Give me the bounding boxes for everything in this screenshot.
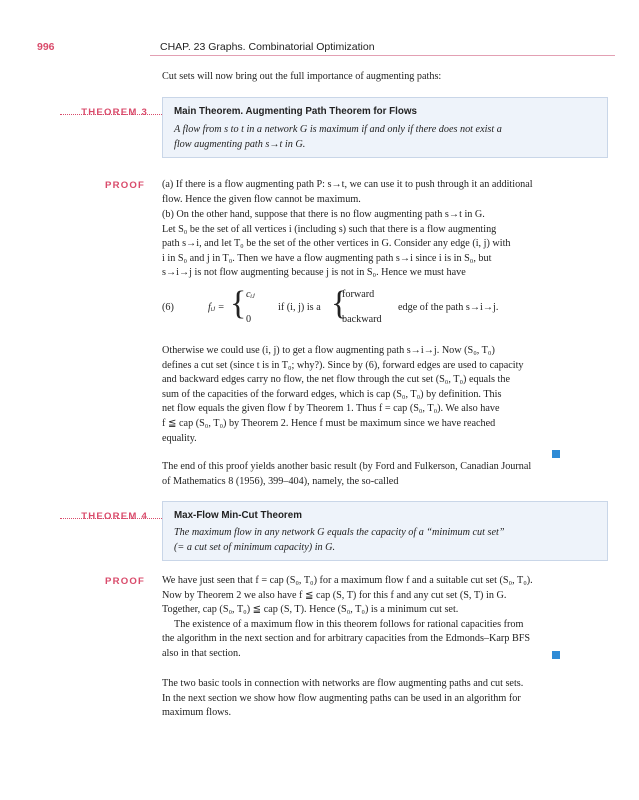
equation-lhs: fᵢⱼ =: [208, 302, 225, 313]
intro-text: Cut sets will now bring out the full importance of augmenting paths:: [162, 71, 442, 82]
text-line: path s→i, and let T₀ be the set of the other vertices in G. Consider any edge (i, j) with: [162, 238, 511, 250]
case-top: cᵢⱼ: [246, 289, 255, 300]
mid-paragraph: [162, 460, 608, 489]
end-of-proof-mark: [552, 651, 560, 659]
closing-paragraph: [162, 677, 608, 721]
proof1-para-b: [162, 208, 608, 281]
text-line: Otherwise we could use (i, j) to get a flow augmenting path s→i→j. Now (S₀, T₀): [162, 345, 495, 356]
text-line: Let S₀ be the set of all vertices i (including s) such that there is a flow augmenting: [162, 223, 497, 235]
text-line: net flow equals the given flow f by Theorem 1. Thus f = cap (S₀, T₀). We also have: [162, 403, 500, 415]
proof2-text: [162, 574, 608, 662]
left-brace: {: [230, 285, 247, 322]
text-line: equality.: [162, 432, 197, 444]
text-line: maximum flows.: [162, 707, 232, 719]
running-title: CHAP. 23 Graphs. Combinatorial Optimization: [160, 41, 375, 53]
equation-number: (6): [162, 302, 174, 313]
header-rule: [150, 55, 615, 56]
text-line: s→i→j is not flow augmenting because j is not in S₀. Hence we must have: [162, 267, 466, 279]
theorem4-box: [162, 501, 608, 561]
page-number: 996: [37, 41, 55, 53]
text-line: The end of this proof yields another basic result (by Ford and Fulkerson, Canadian Journal: [162, 461, 532, 472]
text-line: Together, cap (S₀, T₀) ≦ cap (S, T). Hence (S₀, T₀) is a minimum cut set.: [162, 604, 459, 616]
theorem3-line2: flow augmenting path s→t in G.: [174, 139, 306, 150]
word-backward: backward: [342, 314, 382, 325]
text-line: sum of the capacities of the forward edges, which is cap (S₀, T₀) by definition. This: [162, 388, 502, 400]
text-line: the algorithm in the next section and for arbitrary capacities from the Edmonds–Karp BFS: [162, 633, 531, 645]
text-line: The existence of a maximum flow in this theorem follows for rational capacities from: [174, 618, 524, 630]
proof1-para-a: [162, 178, 608, 207]
right-brace: {: [331, 285, 348, 322]
theorem4-label: THEOREM 4: [81, 511, 148, 522]
proof2-label: PROOF: [105, 576, 146, 587]
proof1-para-c: [162, 344, 608, 446]
theorem4-line2: (= a cut set of minimum capacity) in G.: [174, 542, 336, 553]
theorem4-title: Max-Flow Min-Cut Theorem: [174, 510, 302, 521]
theorem3-label: THEOREM 3: [81, 107, 148, 118]
text-line: i in S₀ and j in T₀. Then we have a flow augmenting path s→i since i is in S₀, but: [162, 252, 492, 264]
theorem4-line1: The maximum flow in any network G equals the capacity of a “minimum cut set”: [174, 527, 505, 538]
case-bottom: 0: [246, 314, 252, 325]
text-line: Now by Theorem 2 we also have f ≦ cap (S, T) for this f and any cut set (S, T) in G.: [162, 589, 507, 601]
word-forward: forward: [342, 289, 375, 300]
text-line: of Mathematics 8 (1956), 399–404), namely, the so-called: [162, 475, 399, 487]
equation-rhs: edge of the path s→i→j.: [398, 302, 499, 313]
equation-middle: if (i, j) is a: [278, 302, 321, 313]
proof1-label: PROOF: [105, 180, 146, 191]
text-line: and backward edges carry no flow, the net flow through the cut set (S₀, T₀) equals the: [162, 374, 510, 386]
text-line: f ≦ cap (S₀, T₀) by Theorem 2. Hence f must be maximum since we have reached: [162, 417, 496, 429]
text-line: (b) On the other hand, suppose that there is no flow augmenting path s→t in G.: [162, 209, 485, 220]
theorem3-title: Main Theorem. Augmenting Path Theorem for Flows: [174, 106, 417, 117]
text-line: defines a cut set (since t is in T₀; why?). Since by (6), forward edges are used to capacity: [162, 359, 524, 371]
text-line: In the next section we show how flow augmenting paths can be used in an algorithm for: [162, 692, 521, 704]
text-line: The two basic tools in connection with networks are flow augmenting paths and cut sets.: [162, 678, 524, 689]
text-line: We have just seen that f = cap (S₀, T₀) for a maximum flow f and a suitable cut set (S₀, T₀).: [162, 575, 533, 586]
theorem3-box: [162, 97, 608, 158]
text-line: also in that section.: [162, 647, 241, 659]
text-line: flow. Hence the given flow cannot be maximum.: [162, 193, 361, 205]
theorem3-line1: A flow from s to t in a network G is maximum if and only if there does not exist a: [174, 124, 502, 135]
text-line: (a) If there is a flow augmenting path P: s→t, we can use it to push through it an additional: [162, 179, 533, 190]
end-of-proof-mark: [552, 450, 560, 458]
